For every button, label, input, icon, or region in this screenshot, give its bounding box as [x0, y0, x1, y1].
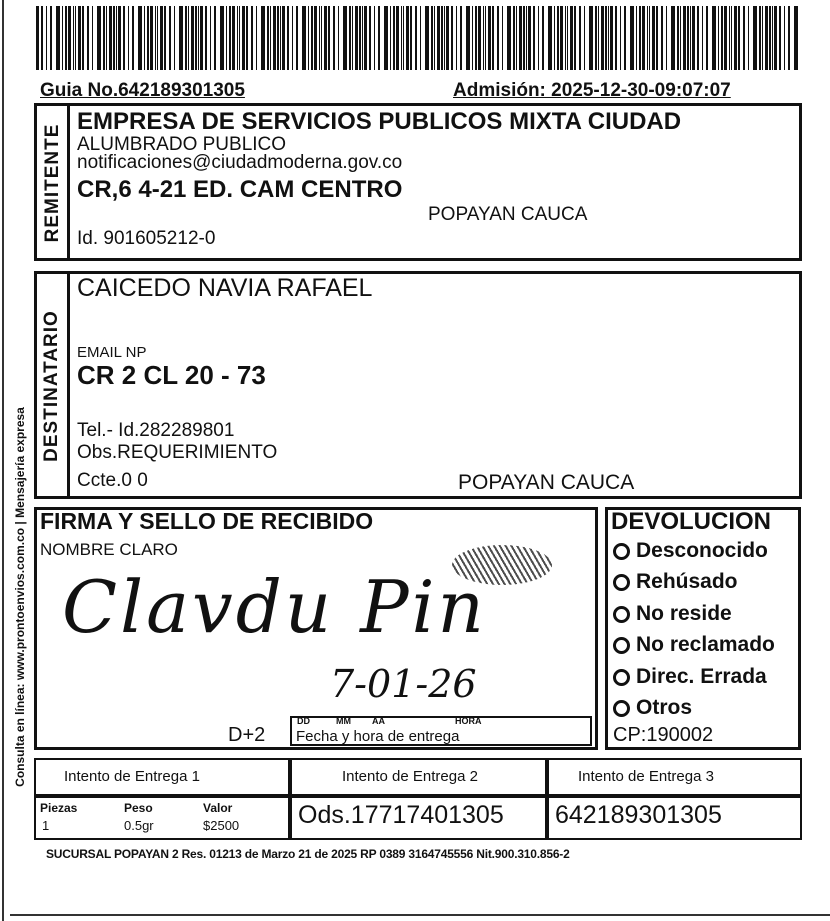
barcode-bar [523, 6, 525, 70]
barcode-bar [748, 6, 749, 70]
barcode-bar [456, 6, 457, 70]
barcode-bar [239, 6, 240, 70]
guia-number-cell: 642189301305 [555, 801, 722, 829]
barcode-bar [712, 6, 716, 70]
barcode-bar [113, 6, 115, 70]
barcode-bar [507, 6, 511, 70]
barcode-bar [256, 6, 257, 70]
barcode-bar [396, 6, 399, 70]
barcode-bar [516, 6, 517, 70]
barcode-bar [393, 6, 395, 70]
barcode-bar [579, 6, 581, 70]
admision-date: Admisión: 2025-12-30-09:07:07 [453, 80, 731, 101]
remitente-line2: ALUMBRADO PUBLICO [77, 134, 287, 155]
nombre-claro-label: NOMBRE CLARO [40, 540, 178, 559]
intento-3-label: Intento de Entrega 3 [578, 768, 714, 785]
valor-label: Valor [203, 801, 233, 815]
barcode-bar [519, 6, 522, 70]
barcode-bar [56, 6, 60, 70]
barcode-bar [390, 6, 391, 70]
barcode-bar [441, 6, 443, 70]
barcode-bar [485, 6, 486, 70]
radio-icon [613, 700, 630, 717]
barcode-bar [466, 6, 470, 70]
guia-number: Guia No.642189301305 [40, 80, 245, 101]
aa-label: AA [372, 716, 385, 726]
hora-label: HORA [455, 716, 482, 726]
barcode-bar [270, 6, 271, 70]
barcode-bar [677, 6, 679, 70]
barcode-bar [692, 6, 695, 70]
peso-value: 0.5gr [124, 818, 154, 833]
barcode-bar [538, 6, 539, 70]
barcode-bar [702, 6, 703, 70]
barcode-bar [734, 6, 737, 70]
ods-number: Ods.17717401305 [298, 801, 504, 829]
barcode-bar [308, 6, 309, 70]
barcode-bar [185, 6, 187, 70]
barcode-bar [362, 6, 363, 70]
destinatario-name: CAICEDO NAVIA RAFAEL [77, 274, 373, 302]
barcode-bar [431, 6, 433, 70]
fecha-hora-label: Fecha y hora de entrega [296, 728, 460, 745]
barcode-bar [502, 6, 503, 70]
barcode-bar [642, 6, 645, 70]
barcode-bar [343, 6, 347, 70]
barcode-bar [214, 6, 216, 70]
option-desconocido[interactable] [613, 539, 768, 563]
barcode-bar [174, 6, 175, 70]
barcode-bar [759, 6, 761, 70]
mm-label: MM [336, 716, 351, 726]
option-direc-errada[interactable] [613, 665, 767, 689]
barcode-bar [220, 6, 224, 70]
barcode-bar [753, 6, 757, 70]
devolucion-title: DEVOLUCION [611, 508, 772, 535]
barcode-bar [123, 6, 125, 70]
barcode-bar [132, 6, 134, 70]
barcode-bar [138, 6, 142, 70]
barcode-bar [425, 6, 429, 70]
barcode-bar [542, 6, 544, 70]
barcode-bar [155, 6, 156, 70]
piezas-label: Piezas [40, 801, 78, 815]
barcode-bar [570, 6, 573, 70]
barcode-bar [296, 6, 298, 70]
barcode-bar [488, 6, 491, 70]
barcode-bar [492, 6, 494, 70]
destinatario-address: CR 2 CL 20 - 73 [77, 360, 266, 390]
barcode-bar [769, 6, 771, 70]
barcode-bar [706, 6, 708, 70]
barcode-bar [106, 6, 107, 70]
barcode-bar [314, 6, 317, 70]
radio-icon [613, 543, 630, 560]
barcode-bar [724, 6, 727, 70]
barcode-bar [460, 6, 462, 70]
barcode-bar [103, 6, 105, 70]
option-rehusado[interactable] [613, 570, 738, 594]
barcode-bar [292, 6, 293, 70]
barcode-bar [62, 6, 63, 70]
barcode-bar [584, 6, 585, 70]
barcode-bar [338, 6, 339, 70]
barcode-bar [687, 6, 689, 70]
barcode-bar [46, 6, 47, 70]
barcode-bar [605, 6, 607, 70]
d-plus-2: D+2 [228, 724, 266, 746]
option-label: No reside [636, 602, 732, 625]
barcode-bar [554, 6, 555, 70]
remitente-label: REMITENTE [42, 123, 63, 243]
barcode-bar [267, 6, 269, 70]
barcode-bar [319, 6, 320, 70]
barcode-bar [652, 6, 655, 70]
barcode-bar [41, 6, 43, 70]
barcode-bar [321, 6, 322, 70]
barcode-bar [36, 6, 39, 70]
barcode-bar [636, 6, 637, 70]
barcode-bar [774, 6, 777, 70]
barcode-bar [683, 6, 686, 70]
barcode-bar [150, 6, 153, 70]
barcode-bar [50, 6, 52, 70]
piezas-value: 1 [42, 818, 50, 833]
barcode-bar [731, 6, 732, 70]
barcode-bar [128, 6, 129, 70]
barcode-bar [666, 6, 667, 70]
barcode-bar [794, 6, 798, 70]
barcode-bar [328, 6, 330, 70]
barcode-bar [282, 6, 285, 70]
remitente-city: POPAYAN CAUCA [428, 204, 588, 225]
intento-2-label: Intento de Entrega 2 [342, 768, 478, 785]
barcode-bar [406, 6, 409, 70]
barcode-bar [147, 6, 149, 70]
remitente-email: notificaciones@ciudadmoderna.gov.co [77, 152, 403, 173]
barcode-bar [65, 6, 67, 70]
peso-label: Peso [124, 801, 153, 815]
barcode-bar [374, 6, 375, 70]
barcode-bar [261, 6, 265, 70]
barcode-bar [649, 6, 650, 70]
barcode-bar [608, 6, 609, 70]
handwritten-date: 7-01-26 [330, 662, 477, 706]
barcode-bar [237, 6, 238, 70]
barcode-bar [548, 6, 552, 70]
barcode-bar [718, 6, 719, 70]
barcode-bar [721, 6, 723, 70]
barcode-bar [620, 6, 621, 70]
barcode-bar [384, 6, 388, 70]
barcode-bar [788, 6, 790, 70]
side-text: Consulta en línea: www.prontoenvios.com.co | Mensajería expresa [13, 407, 27, 787]
barcode-bar [410, 6, 412, 70]
barcode-bar [574, 6, 576, 70]
barcode-bar [598, 6, 599, 70]
radio-icon [613, 574, 630, 591]
dd-label: DD [297, 716, 310, 726]
barcode-bar [169, 6, 171, 70]
barcode-bar [242, 6, 245, 70]
barcode-bar [401, 6, 402, 70]
barcode-bar [779, 6, 781, 70]
barcode-bar [195, 6, 197, 70]
barcode-bar [526, 6, 527, 70]
destinatario-label: DESTINATARIO [41, 310, 62, 462]
barcode-bar [232, 6, 235, 70]
barcode-bar [680, 6, 681, 70]
barcode-bar [434, 6, 435, 70]
option-label: Direc. Errada [636, 665, 767, 688]
barcode-bar [355, 6, 358, 70]
barcode-bar [246, 6, 248, 70]
barcode-bar [483, 6, 484, 70]
barcode-bar [589, 6, 593, 70]
option-label: No reclamado [636, 633, 775, 656]
barcode-bar [528, 6, 531, 70]
barcode-bar [630, 6, 634, 70]
barcode-bar [280, 6, 281, 70]
barcode-bar [144, 6, 145, 70]
barcode-bar [273, 6, 276, 70]
valor-value: $2500 [203, 818, 240, 833]
barcode-bar [446, 6, 449, 70]
barcode-bar [661, 6, 663, 70]
barcode-bar [762, 6, 763, 70]
remitente-id: Id. 901605212-0 [77, 228, 216, 249]
destinatario-obs: Obs.REQUERIMIENTO [77, 442, 278, 463]
barcode-bar [92, 6, 93, 70]
barcode-bar [765, 6, 768, 70]
handwritten-signature: Clavdu Pin [62, 565, 487, 649]
barcode-bar [497, 6, 499, 70]
barcode-bar [82, 6, 84, 70]
option-no-reclamado[interactable] [613, 633, 775, 657]
barcode-bar [349, 6, 351, 70]
barcode-bar [251, 6, 253, 70]
barcode-bar [157, 6, 158, 70]
option-label: Desconocido [636, 539, 768, 562]
barcode-bar [639, 6, 641, 70]
barcode-bar [198, 6, 199, 70]
barcode-bar [472, 6, 473, 70]
barcode-bar [624, 6, 626, 70]
barcode-bar [179, 6, 183, 70]
barcode-bar [647, 6, 648, 70]
barcode-bar [75, 6, 76, 70]
barcode-bar [116, 6, 117, 70]
barcode-bar [743, 6, 745, 70]
barcode-bar [738, 6, 740, 70]
destinatario-tel: Tel.- Id.282289801 [77, 420, 235, 441]
barcode-bar [87, 6, 89, 70]
barcode-bar [403, 6, 404, 70]
barcode-bar [565, 6, 566, 70]
barcode-bar [164, 6, 166, 70]
radio-icon [613, 606, 630, 623]
barcode-bar [160, 6, 163, 70]
barcode-bar [601, 6, 604, 70]
option-otros[interactable] [613, 696, 692, 720]
destinatario-city: POPAYAN CAUCA [458, 471, 635, 494]
barcode-bar [324, 6, 327, 70]
footer-text: SUCURSAL POPAYAN 2 Res. 01213 de Marzo 21 de 2025 RP 0389 3164745556 Nit.900.310.856-2 [46, 847, 570, 861]
barcode-bar [378, 6, 380, 70]
barcode-bar [560, 6, 563, 70]
barcode-bar [229, 6, 231, 70]
barcode-bar [352, 6, 353, 70]
barcode-bar [533, 6, 535, 70]
radio-icon [613, 637, 630, 654]
barcode-bar [359, 6, 361, 70]
destinatario-email: EMAIL NP [77, 344, 147, 361]
barcode-bar [451, 6, 453, 70]
barcode-bar [68, 6, 71, 70]
intento-1-label: Intento de Entrega 1 [64, 768, 200, 785]
barcode-bar [690, 6, 691, 70]
barcode-bar [364, 6, 367, 70]
barcode-bar [302, 6, 306, 70]
barcode-bar [610, 6, 613, 70]
barcode-bar [311, 6, 313, 70]
barcode-bar [697, 6, 699, 70]
barcode-bar [78, 6, 81, 70]
barcode-bar [415, 6, 417, 70]
barcode-bar [333, 6, 335, 70]
barcode-bar [188, 6, 189, 70]
barcode-bar [475, 6, 477, 70]
barcode-bar [226, 6, 227, 70]
option-no-reside[interactable] [613, 602, 732, 626]
barcode-bar [109, 6, 112, 70]
barcode-bar [615, 6, 617, 70]
barcode-bar [784, 6, 785, 70]
barcode-bar [595, 6, 597, 70]
barcode-bar [567, 6, 568, 70]
barcode-bar [73, 6, 74, 70]
barcode-bar [772, 6, 773, 70]
barcode-bar [287, 6, 289, 70]
codigo-postal: CP:190002 [613, 724, 714, 746]
radio-icon [613, 669, 630, 686]
scan-border-bottom [10, 914, 830, 916]
barcode-bar [200, 6, 203, 70]
barcode-bar [420, 6, 421, 70]
option-label: Otros [636, 696, 693, 719]
barcode-bar [444, 6, 445, 70]
barcode-bar [191, 6, 194, 70]
barcode-bar [277, 6, 279, 70]
remitente-line1: EMPRESA DE SERVICIOS PUBLICOS MIXTA CIUDAD [77, 108, 682, 135]
barcode-bar [97, 6, 101, 70]
barcode-bar [369, 6, 371, 70]
barcode-bar [557, 6, 559, 70]
barcode-bar [210, 6, 211, 70]
barcode-bar [729, 6, 730, 70]
barcode-bar [513, 6, 515, 70]
scan-border-left [2, 0, 4, 921]
barcode [36, 6, 801, 70]
remitente-address: CR,6 4-21 ED. CAM CENTRO [77, 176, 403, 203]
barcode-bar [671, 6, 675, 70]
firma-title: FIRMA Y SELLO DE RECIBIDO [40, 508, 374, 534]
barcode-bar [478, 6, 481, 70]
barcode-bar [437, 6, 440, 70]
barcode-bar [118, 6, 121, 70]
barcode-bar [205, 6, 207, 70]
option-label: Rehúsado [636, 570, 738, 593]
barcode-bar [656, 6, 658, 70]
destinatario-ccte: Ccte.0 0 [77, 470, 148, 491]
